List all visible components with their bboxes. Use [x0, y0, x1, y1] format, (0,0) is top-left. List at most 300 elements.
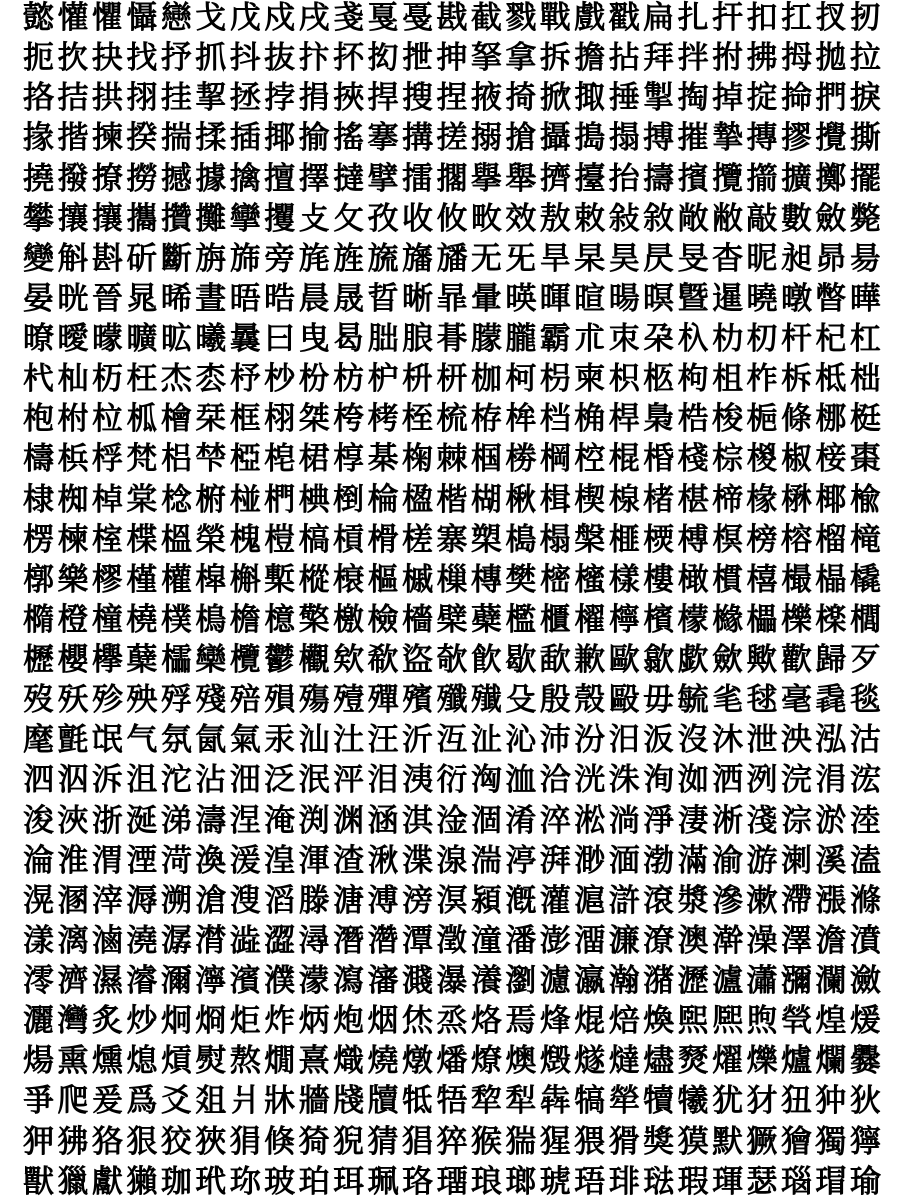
glyph: 燹	[677, 1043, 709, 1080]
glyph: 珎	[229, 1163, 261, 1200]
glyph: 湮	[126, 842, 158, 879]
glyph: 搶	[505, 120, 537, 157]
glyph: 猜	[367, 1123, 399, 1160]
glyph: 朮	[574, 321, 606, 357]
glyph: 爼	[195, 1083, 227, 1120]
glyph: 气	[126, 722, 158, 759]
glyph: 撈	[126, 160, 158, 197]
glyph: 爛	[815, 1043, 847, 1080]
glyph: 攢	[160, 200, 192, 237]
glyph: 瑜	[849, 1163, 881, 1200]
glyph: 湶	[436, 842, 468, 879]
glyph: 歇	[505, 642, 537, 678]
glyph: 檐	[229, 601, 261, 638]
glyph: 扣	[746, 0, 778, 36]
glyph: 獺	[126, 1163, 158, 1200]
glyph: 旒	[367, 240, 399, 277]
glyph: 斫	[126, 240, 158, 277]
glyph: 梟	[643, 401, 675, 438]
glyph: 歛	[712, 642, 744, 678]
glyph: 烋	[401, 1003, 433, 1040]
glyph: 滄	[195, 882, 227, 919]
glyph: 扞	[712, 0, 744, 36]
glyph: 戲	[574, 0, 606, 36]
glyph: 掉	[712, 80, 744, 117]
glyph: 樸	[160, 601, 192, 638]
glyph: 煖	[849, 1003, 881, 1040]
glyph: 默	[712, 1123, 744, 1160]
glyph: 殷	[539, 682, 571, 719]
glyph: 朸	[712, 321, 744, 357]
glyph: 熈	[712, 1003, 744, 1040]
glyph: 炸	[264, 1003, 296, 1040]
glyph: 熕	[160, 1043, 192, 1080]
glyph: 懾	[126, 0, 158, 36]
glyph: 拏	[470, 40, 502, 77]
glyph: 焉	[505, 1003, 537, 1040]
glyph: 曰	[264, 321, 296, 357]
glyph: 樣	[608, 561, 640, 598]
glyph-row	[22, 522, 882, 558]
glyph: 濳	[367, 922, 399, 959]
glyph: 孜	[367, 200, 399, 237]
glyph: 拯	[229, 80, 261, 117]
glyph: 戳	[608, 0, 640, 36]
glyph: 滸	[608, 882, 640, 919]
glyph: 搖	[333, 120, 365, 157]
glyph: 敞	[677, 200, 709, 237]
glyph: 棧	[677, 441, 709, 478]
glyph: 曳	[298, 321, 330, 357]
glyph: 扻	[57, 40, 89, 77]
glyph: 椦	[505, 441, 537, 478]
glyph: 毟	[712, 682, 744, 719]
glyph: 抬	[608, 160, 640, 197]
glyph: 煦	[746, 1003, 778, 1040]
glyph: 曩	[229, 321, 261, 357]
glyph: 爨	[849, 1043, 881, 1080]
glyph: 沍	[436, 722, 468, 759]
glyph: 棊	[367, 441, 399, 478]
glyph: 梺	[195, 441, 227, 478]
glyph: 掀	[539, 80, 571, 117]
glyph: 渙	[195, 842, 227, 879]
glyph: 歙	[643, 642, 675, 678]
glyph-row	[22, 843, 882, 879]
glyph: 槫	[470, 561, 502, 598]
glyph: 渺	[574, 842, 606, 879]
glyph: 柎	[57, 401, 89, 438]
glyph: 爿	[229, 1083, 261, 1120]
glyph: 牋	[333, 1083, 365, 1120]
glyph: 欷	[367, 642, 399, 678]
glyph: 汳	[643, 722, 675, 759]
glyph: 琿	[712, 1163, 744, 1200]
glyph: 滾	[643, 882, 675, 919]
glyph: 扛	[780, 0, 812, 36]
glyph: 斟	[91, 240, 123, 277]
glyph: 炒	[126, 1003, 158, 1040]
glyph: 洶	[470, 762, 502, 799]
glyph: 渟	[505, 842, 537, 879]
glyph: 櫻	[57, 642, 89, 678]
glyph: 杙	[23, 361, 54, 398]
glyph: 暝	[643, 280, 675, 317]
glyph-row	[22, 120, 882, 156]
glyph: 炳	[298, 1003, 330, 1040]
glyph: 擂	[401, 160, 433, 197]
glyph: 枋	[333, 361, 365, 398]
glyph: 抖	[229, 40, 261, 77]
glyph: 殃	[126, 682, 158, 719]
glyph: 戞	[401, 0, 433, 36]
glyph: 溯	[160, 882, 192, 919]
glyph: 洒	[712, 762, 744, 799]
glyph: 戀	[160, 0, 192, 36]
glyph: 梳	[436, 401, 468, 438]
glyph: 槹	[195, 561, 227, 598]
glyph: 朿	[608, 321, 640, 357]
glyph: 殍	[160, 682, 192, 719]
glyph: 澁	[229, 922, 261, 959]
glyph: 潸	[195, 922, 227, 959]
glyph: 杪	[264, 361, 296, 398]
glyph: 槭	[401, 561, 433, 598]
glyph: 涸	[470, 802, 502, 839]
glyph: 渕	[298, 802, 330, 839]
glyph: 柤	[712, 361, 744, 398]
glyph: 烙	[470, 1003, 502, 1040]
glyph: 淒	[677, 802, 709, 839]
glyph: 棆	[367, 481, 399, 518]
glyph: 椏	[229, 441, 261, 478]
glyph: 濬	[126, 963, 158, 999]
glyph: 琲	[608, 1163, 640, 1200]
glyph-row	[22, 602, 882, 638]
glyph: 烝	[436, 1003, 468, 1040]
glyph: 猥	[574, 1123, 606, 1160]
glyph: 灣	[57, 1003, 89, 1040]
glyph: 桎	[401, 401, 433, 438]
glyph: 滿	[677, 842, 709, 879]
glyph-row	[22, 321, 882, 357]
glyph-row	[22, 361, 882, 397]
glyph: 戡	[436, 0, 468, 36]
glyph: 撥	[57, 160, 89, 197]
glyph: 潺	[160, 922, 192, 959]
glyph-row	[22, 963, 882, 999]
glyph: 晉	[91, 280, 123, 317]
glyph: 汕	[298, 722, 330, 759]
glyph: 爬	[57, 1083, 89, 1120]
glyph-row	[22, 803, 882, 839]
glyph: 漿	[677, 882, 709, 919]
glyph: 澤	[780, 922, 812, 959]
glyph: 栩	[264, 401, 296, 438]
glyph: 楹	[401, 481, 433, 518]
glyph: 榕	[780, 521, 812, 558]
glyph: 暾	[780, 280, 812, 317]
glyph: 槓	[333, 521, 365, 558]
glyph: 桾	[298, 441, 330, 478]
glyph: 樞	[367, 561, 399, 598]
glyph: 敖	[539, 200, 571, 237]
glyph: 犢	[643, 1083, 675, 1120]
glyph: 捏	[436, 80, 468, 117]
glyph: 犒	[574, 1083, 606, 1120]
glyph: 濟	[57, 963, 89, 999]
glyph: 橢	[23, 601, 54, 638]
glyph: 槎	[401, 521, 433, 558]
glyph: 擔	[574, 40, 606, 77]
glyph: 擯	[677, 160, 709, 197]
glyph: 拿	[505, 40, 537, 77]
glyph: 鬱	[264, 642, 296, 678]
glyph: 淦	[436, 802, 468, 839]
glyph: 旙	[436, 240, 468, 277]
glyph: 旱	[539, 240, 571, 277]
glyph: 泯	[298, 762, 330, 799]
glyph: 盜	[401, 642, 433, 678]
glyph: 泝	[91, 762, 123, 799]
glyph: 檜	[160, 401, 192, 438]
glyph: 灑	[23, 1003, 54, 1040]
glyph: 杣	[57, 361, 89, 398]
glyph: 櫁	[574, 561, 606, 598]
glyph: 棡	[539, 441, 571, 478]
glyph: 滌	[849, 882, 881, 919]
glyph: 燼	[643, 1043, 675, 1080]
glyph: 澳	[677, 922, 709, 959]
glyph: 濆	[849, 922, 881, 959]
glyph: 渭	[91, 842, 123, 879]
glyph: 柞	[746, 361, 778, 398]
glyph: 潦	[643, 922, 675, 959]
glyph: 漑	[505, 882, 537, 919]
glyph: 煢	[780, 1003, 812, 1040]
glyph: 拌	[677, 40, 709, 77]
glyph: 燔	[436, 1043, 468, 1080]
glyph: 桙	[505, 401, 537, 438]
glyph: 晁	[126, 280, 158, 317]
glyph: 氣	[229, 722, 261, 759]
glyph: 潼	[470, 922, 502, 959]
glyph: 欸	[333, 642, 365, 678]
glyph: 渣	[333, 842, 365, 879]
glyph: 楾	[608, 481, 640, 518]
glyph: 梍	[264, 441, 296, 478]
glyph: 掎	[505, 80, 537, 117]
glyph: 狡	[160, 1123, 192, 1160]
glyph: 楴	[712, 481, 744, 518]
glyph: 珸	[574, 1163, 606, 1200]
glyph: 澎	[539, 922, 571, 959]
glyph: 敕	[574, 200, 606, 237]
glyph: 猖	[401, 1123, 433, 1160]
glyph: 戊	[229, 0, 261, 36]
glyph: 洵	[643, 762, 675, 799]
glyph: 氓	[91, 722, 123, 759]
glyph: 楔	[574, 481, 606, 518]
glyph: 淅	[712, 802, 744, 839]
glyph: 獗	[746, 1123, 778, 1160]
glyph-row	[22, 1083, 882, 1119]
glyph: 曦	[195, 321, 227, 357]
glyph: 暃	[436, 280, 468, 317]
glyph: 棣	[23, 481, 54, 518]
glyph: 擺	[849, 160, 881, 197]
glyph: 枅	[436, 361, 468, 398]
glyph: 氤	[195, 722, 227, 759]
glyph: 捩	[849, 80, 881, 117]
glyph: 檗	[436, 601, 468, 638]
glyph: 曖	[57, 321, 89, 357]
glyph: 爰	[91, 1083, 123, 1120]
glyph: 瀏	[505, 963, 537, 999]
glyph: 淕	[849, 802, 881, 839]
glyph: 倏	[264, 1123, 296, 1160]
glyph: 楮	[643, 481, 675, 518]
glyph: 潭	[401, 922, 433, 959]
glyph: 曄	[849, 280, 881, 317]
glyph: 瑟	[746, 1163, 778, 1200]
glyph: 攫	[264, 200, 296, 237]
glyph: 攴	[298, 200, 330, 237]
glyph: 泙	[333, 762, 365, 799]
glyph: 條	[780, 401, 812, 438]
glyph: 朷	[746, 321, 778, 357]
glyph: 晟	[333, 280, 365, 317]
glyph: 汾	[574, 722, 606, 759]
glyph: 椡	[333, 481, 365, 518]
glyph: 榴	[815, 521, 847, 558]
glyph-row	[22, 441, 882, 477]
glyph: 旃	[195, 240, 227, 277]
glyph: 楝	[57, 521, 89, 558]
glyph: 泛	[264, 762, 296, 799]
glyph: 桿	[608, 401, 640, 438]
glyph: 浚	[23, 802, 54, 839]
glyph: 湃	[539, 842, 571, 879]
glyph: 瀲	[849, 963, 881, 999]
glyph: 濛	[298, 963, 330, 999]
glyph: 栲	[367, 401, 399, 438]
glyph: 澪	[23, 963, 54, 999]
glyph: 撩	[91, 160, 123, 197]
glyph: 沺	[229, 762, 261, 799]
glyph: 槿	[126, 561, 158, 598]
glyph: 滔	[264, 882, 296, 919]
glyph: 梹	[57, 441, 89, 478]
glyph: 淪	[23, 842, 54, 879]
glyph: 浙	[91, 802, 123, 839]
glyph: 椌	[574, 441, 606, 478]
glyph: 狠	[126, 1123, 158, 1160]
glyph: 珈	[160, 1163, 192, 1200]
glyph: 獪	[780, 1123, 812, 1160]
glyph: 沾	[195, 762, 227, 799]
glyph: 渊	[333, 802, 365, 839]
glyph: 烟	[367, 1003, 399, 1040]
glyph: 猊	[333, 1123, 365, 1160]
glyph: 霸	[539, 321, 571, 357]
glyph: 潁	[470, 882, 502, 919]
glyph: 敍	[608, 200, 640, 237]
glyph: 煕	[677, 1003, 709, 1040]
glyph: 沂	[401, 722, 433, 759]
glyph: 榱	[333, 561, 365, 598]
glyph: 漱	[746, 882, 778, 919]
glyph: 扨	[849, 0, 881, 36]
glyph: 杆	[780, 321, 812, 357]
glyph: 爐	[780, 1043, 812, 1080]
glyph: 楞	[23, 521, 54, 558]
glyph: 櫑	[746, 601, 778, 638]
glyph: 櫞	[712, 601, 744, 638]
glyph: 斛	[57, 240, 89, 277]
glyph: 捫	[815, 80, 847, 117]
glyph: 濔	[160, 963, 192, 999]
glyph: 檬	[677, 601, 709, 638]
glyph: 爻	[160, 1083, 192, 1120]
glyph: 猝	[436, 1123, 468, 1160]
glyph: 沮	[126, 762, 158, 799]
glyph: 杳	[712, 240, 744, 277]
glyph: 搓	[436, 120, 468, 157]
glyph: 抃	[298, 40, 330, 77]
glyph: 栫	[470, 401, 502, 438]
glyph: 瀛	[574, 963, 606, 999]
glyph: 攘	[91, 200, 123, 237]
glyph: 溥	[367, 882, 399, 919]
glyph: 敲	[746, 200, 778, 237]
glyph: 攵	[333, 200, 365, 237]
glyph: 枹	[23, 401, 54, 438]
glyph: 沁	[505, 722, 537, 759]
glyph: 泅	[57, 762, 89, 799]
glyph: 燉	[401, 1043, 433, 1080]
glyph: 歟	[746, 642, 778, 678]
glyph: 懽	[57, 0, 89, 36]
glyph: 椁	[333, 441, 365, 478]
glyph-row	[22, 682, 882, 718]
glyph: 澂	[436, 922, 468, 959]
glyph: 椨	[195, 481, 227, 518]
glyph: 獨	[815, 1123, 847, 1160]
glyph: 晞	[160, 280, 192, 317]
glyph: 燬	[539, 1043, 571, 1080]
glyph: 橙	[57, 601, 89, 638]
glyph: 濘	[195, 963, 227, 999]
glyph: 楪	[126, 521, 158, 558]
glyph: 柆	[91, 401, 123, 438]
glyph-row	[22, 201, 882, 237]
glyph: 昿	[160, 321, 192, 357]
glyph: 槨	[23, 561, 54, 598]
glyph: 枩	[195, 361, 227, 398]
glyph: 滯	[780, 882, 812, 919]
glyph: 濾	[539, 963, 571, 999]
glyph: 玻	[264, 1163, 296, 1200]
glyph: 瀑	[436, 963, 468, 999]
glyph: 栞	[195, 401, 227, 438]
glyph: 揣	[160, 120, 192, 157]
glyph: 楷	[436, 481, 468, 518]
glyph: 楡	[849, 481, 881, 518]
glyph: 旄	[298, 240, 330, 277]
glyph: 暘	[608, 280, 640, 317]
glyph: 捐	[298, 80, 330, 117]
